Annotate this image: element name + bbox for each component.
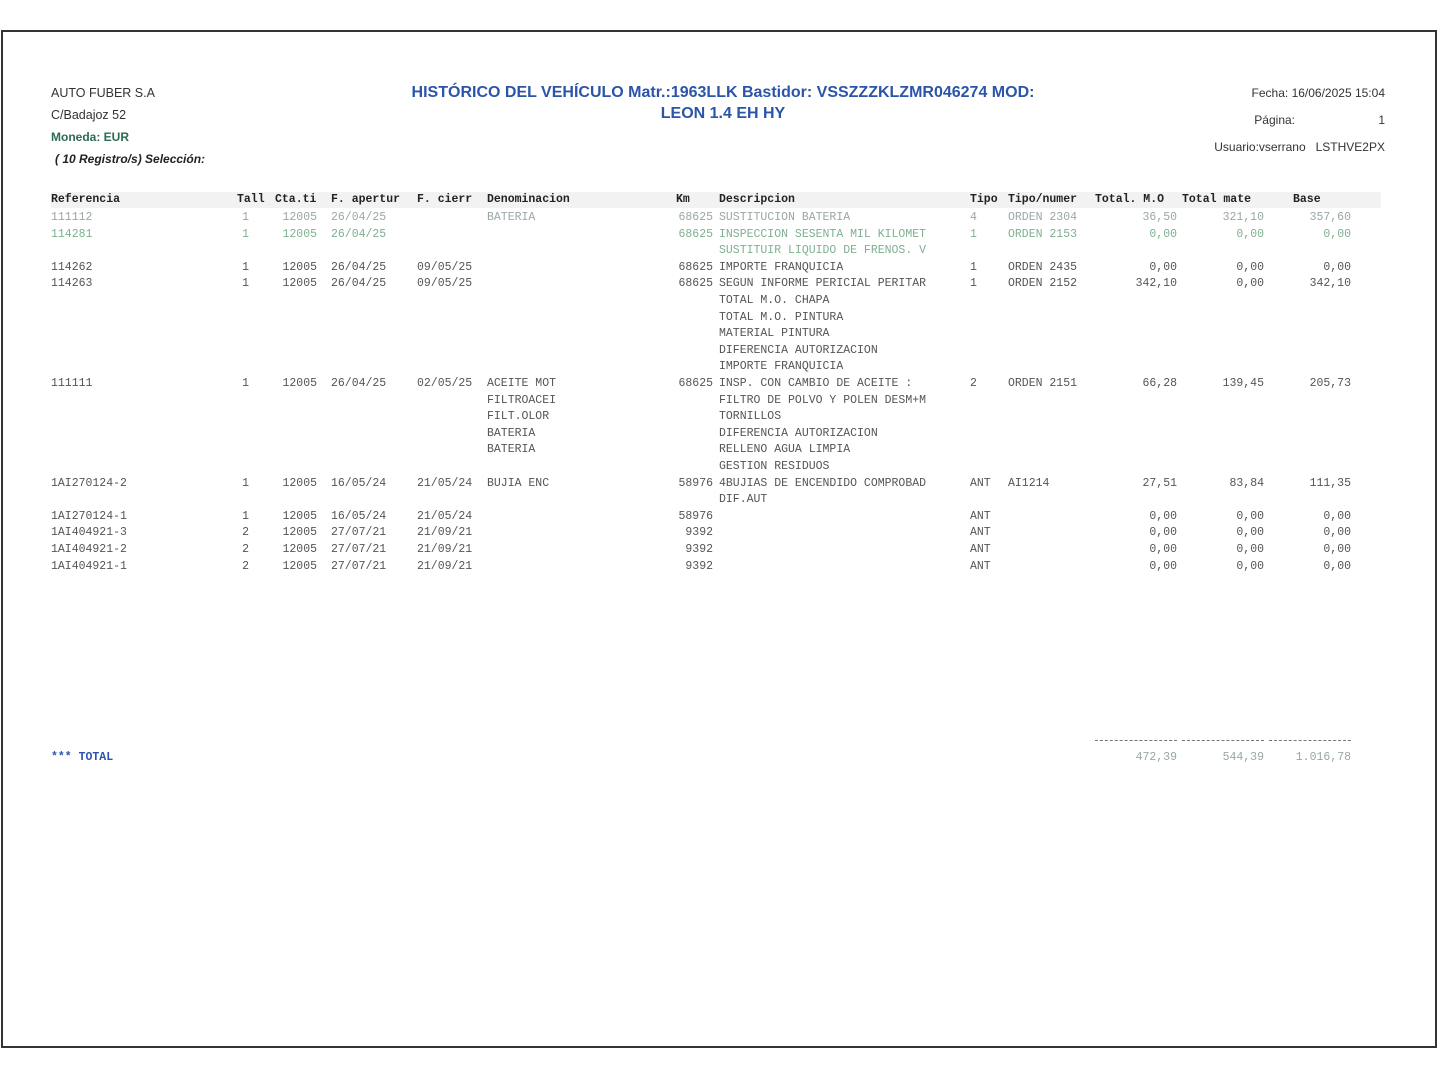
cell-base: 357,60	[1309, 211, 1351, 224]
cell-ci: 09/05/25	[417, 277, 473, 291]
cell-mat: 0,00	[1236, 526, 1264, 540]
cell-base: 111,35	[1309, 476, 1351, 490]
report-meta	[1214, 80, 1385, 161]
cell-desc: DIF.AUT	[719, 493, 768, 507]
cell-mo: 0,00	[1149, 509, 1177, 523]
cell-cta: 12005	[282, 377, 317, 390]
cell-desc: 4BUJIAS DE ENCENDIDO COMPROBAD	[719, 476, 927, 490]
cell-desc: TOTAL M.O. CHAPA	[719, 294, 830, 307]
cell-tall: 1	[242, 211, 249, 224]
cell-tnum: ORDEN 2152	[1008, 277, 1078, 291]
page-number-row	[1214, 107, 1385, 134]
cell-base: 0,00	[1323, 509, 1351, 523]
cell-tall: 2	[242, 543, 249, 556]
cell-desc: TORNILLOS	[719, 410, 782, 424]
cell-tipo: ANT	[970, 509, 991, 523]
cell-ref: 114281	[51, 227, 93, 241]
cell-ap: 16/05/24	[331, 509, 387, 523]
cell-desc: RELLENO AGUA LIMPIA	[719, 443, 851, 457]
cell-ci: 21/09/21	[417, 559, 473, 573]
cell-ref: 1AI404921-3	[51, 526, 127, 540]
cell-tall: 2	[242, 526, 249, 540]
selection-label: ( 10 Registro/s) Selección:	[55, 152, 206, 166]
cell-tall: 1	[242, 476, 249, 490]
cell-den: BATERIA	[487, 426, 536, 440]
cell-tipo: 2	[970, 377, 977, 390]
cell-tnum: ORDEN 2153	[1008, 227, 1078, 241]
company-address: C/Badajoz 52	[51, 108, 127, 122]
cell-cta: 12005	[282, 260, 317, 274]
cell-mat: 83,84	[1229, 476, 1264, 490]
cell-cta: 12005	[282, 476, 317, 490]
cell-mo: 27,51	[1142, 476, 1177, 490]
cell-km: 68625	[678, 260, 713, 274]
cell-ref: 1AI270124-1	[51, 509, 127, 523]
col-denominacion: Denominacion	[487, 193, 570, 206]
cell-ap: 26/04/25	[331, 377, 387, 390]
cell-ap: 16/05/24	[331, 476, 387, 490]
cell-ci: 09/05/25	[417, 260, 473, 274]
cell-desc: GESTION RESIDUOS	[719, 460, 830, 473]
cell-base: 342,10	[1309, 277, 1351, 291]
cell-base: 205,73	[1309, 377, 1351, 390]
cell-desc: DIFERENCIA AUTORIZACION	[719, 426, 878, 440]
cell-ref: 111111	[51, 377, 93, 390]
cell-ref: 114263	[51, 277, 93, 291]
col-cta: Cta.ti	[275, 193, 317, 206]
cell-km: 68625	[678, 277, 713, 291]
cell-tipo: 1	[970, 277, 977, 291]
cell-mat: 0,00	[1236, 509, 1264, 523]
cell-km: 68625	[678, 377, 713, 390]
cell-ap: 27/07/21	[331, 559, 387, 573]
col-total-mat: Total mate	[1182, 193, 1252, 206]
cell-km: 68625	[678, 227, 713, 241]
cell-desc: TOTAL M.O. PINTURA	[719, 310, 844, 324]
total-mo: 472,39	[1135, 751, 1177, 764]
cell-cta: 12005	[282, 277, 317, 291]
cell-mat: 0,00	[1236, 260, 1264, 274]
cell-km: 58976	[678, 509, 713, 523]
table-header	[51, 192, 1381, 208]
cell-tall: 2	[242, 559, 249, 573]
user-row	[1214, 134, 1385, 161]
cell-mat: 0,00	[1236, 543, 1264, 556]
cell-ci: 02/05/25	[417, 377, 473, 390]
cell-desc: IMPORTE FRANQUICIA	[719, 360, 844, 374]
cell-km: 9392	[685, 559, 713, 573]
cell-mo: 0,00	[1149, 526, 1177, 540]
cell-km: 9392	[685, 526, 713, 540]
cell-desc: INSP. CON CAMBIO DE ACEITE :	[719, 377, 913, 390]
cell-desc: MATERIAL PINTURA	[719, 327, 830, 341]
cell-ci: 21/09/21	[417, 543, 473, 556]
cell-cta: 12005	[282, 211, 317, 224]
report-title-line2: LEON 1.4 EH HY	[660, 105, 786, 122]
cell-mo: 0,00	[1149, 260, 1177, 274]
cell-mat: 321,10	[1222, 211, 1264, 224]
report-title	[363, 82, 1083, 124]
cell-km: 68625	[678, 211, 713, 224]
cell-base: 0,00	[1323, 543, 1351, 556]
cell-cta: 12005	[282, 509, 317, 523]
cell-ci: 21/09/21	[417, 526, 473, 540]
cell-mat: 0,00	[1236, 277, 1264, 291]
total-base: 1.016,78	[1295, 751, 1351, 764]
cell-desc: SUSTITUIR LIQUIDO DE FRENOS. V	[719, 244, 927, 258]
cell-ref: 114262	[51, 260, 93, 274]
cell-tipo: 4	[970, 211, 977, 224]
cell-km: 9392	[685, 543, 713, 556]
cell-den: BATERIA	[487, 443, 536, 457]
total-label: *** TOTAL	[51, 751, 114, 764]
report-sheet	[1, 30, 1437, 1048]
cell-den: FILT.OLOR	[487, 410, 550, 424]
cell-ref: 1AI404921-1	[51, 559, 127, 573]
cell-desc: INSPECCION SESENTA MIL KILOMET	[719, 227, 927, 241]
cell-ap: 27/07/21	[331, 526, 387, 540]
cell-den: BUJIA ENC	[487, 476, 550, 490]
cell-ref: 111112	[51, 211, 93, 224]
cell-tnum: AI1214	[1008, 476, 1050, 490]
cell-km: 58976	[678, 476, 713, 490]
cell-mat: 0,00	[1236, 227, 1264, 241]
cell-base: 0,00	[1323, 559, 1351, 573]
cell-tipo: 1	[970, 260, 977, 274]
cell-tnum: ORDEN 2304	[1008, 211, 1078, 224]
cell-ap: 26/04/25	[331, 227, 387, 241]
col-descripcion: Descripcion	[719, 193, 795, 206]
cell-tipo: ANT	[970, 526, 991, 540]
cell-cta: 12005	[282, 526, 317, 540]
cell-ap: 26/04/25	[331, 277, 387, 291]
col-referencia: Referencia	[51, 193, 121, 206]
cell-cta: 12005	[282, 543, 317, 556]
cell-mo: 0,00	[1149, 227, 1177, 241]
cell-mo: 36,50	[1142, 211, 1177, 224]
cell-tall: 1	[242, 509, 249, 523]
cell-ci: 21/05/24	[417, 476, 473, 490]
cell-mo: 342,10	[1135, 277, 1177, 291]
cell-mo: 0,00	[1149, 543, 1177, 556]
report-title-line1: HISTÓRICO DEL VEHÍCULO Matr.:1963LLK Bastidor: VSSZZZKLZMR046274 MOD:	[411, 84, 1035, 101]
cell-ap: 27/07/21	[331, 543, 387, 556]
col-cierre: F. cierr	[417, 193, 473, 206]
cell-tipo: ANT	[970, 559, 991, 573]
cell-ref: 1AI404921-2	[51, 543, 127, 556]
cell-tall: 1	[242, 377, 249, 390]
col-tipo-num: Tipo/numer	[1008, 193, 1078, 206]
cell-den: ACEITE MOT	[487, 377, 557, 390]
total-mat: 544,39	[1222, 751, 1264, 764]
user-label: Usuario:vserrano	[1214, 140, 1306, 154]
cell-tall: 1	[242, 227, 249, 241]
col-tipo: Tipo	[970, 193, 998, 206]
cell-tall: 1	[242, 277, 249, 291]
cell-desc: DIFERENCIA AUTORIZACION	[719, 343, 878, 357]
cell-ap: 26/04/25	[331, 211, 387, 224]
cell-desc: IMPORTE FRANQUICIA	[719, 260, 844, 274]
currency-label: Moneda: EUR	[51, 130, 129, 144]
company-block	[51, 82, 205, 170]
cell-mat: 139,45	[1222, 377, 1264, 390]
cell-base: 0,00	[1323, 227, 1351, 241]
cell-ci: 21/05/24	[417, 509, 473, 523]
cell-desc: SUSTITUCION BATERIA	[719, 211, 851, 224]
page-number: 1	[1378, 113, 1385, 127]
cell-desc: SEGUN INFORME PERICIAL PERITAR	[719, 277, 927, 291]
cell-base: 0,00	[1323, 526, 1351, 540]
cell-ref: 1AI270124-2	[51, 476, 127, 490]
cell-mo: 66,28	[1142, 377, 1177, 390]
col-tall: Tall	[237, 193, 265, 206]
cell-den: FILTROACEI	[487, 393, 557, 407]
company-name: AUTO FUBER S.A	[51, 86, 155, 100]
cell-tnum: ORDEN 2151	[1008, 377, 1078, 390]
cell-mo: 0,00	[1149, 559, 1177, 573]
cell-desc: FILTRO DE POLVO Y POLEN DESM+M	[719, 393, 927, 407]
cell-ap: 26/04/25	[331, 260, 387, 274]
col-total-mo: Total. M.O	[1095, 193, 1165, 206]
col-km: Km	[676, 193, 690, 206]
cell-tall: 1	[242, 260, 249, 274]
cell-mat: 0,00	[1236, 559, 1264, 573]
report-date: Fecha: 16/06/2025 15:04	[1251, 86, 1385, 100]
cell-tipo: ANT	[970, 543, 991, 556]
cell-tnum: ORDEN 2435	[1008, 260, 1078, 274]
cell-cta: 12005	[282, 559, 317, 573]
separator-mat	[1182, 740, 1264, 741]
cell-tipo: ANT	[970, 476, 991, 490]
cell-cta: 12005	[282, 227, 317, 241]
cell-tipo: 1	[970, 227, 977, 241]
page-label: Página:	[1254, 113, 1295, 127]
cell-den: BATERIA	[487, 211, 536, 224]
cell-base: 0,00	[1323, 260, 1351, 274]
col-base: Base	[1293, 193, 1321, 206]
col-apertura: F. apertur	[331, 193, 401, 206]
report-code: LSTHVE2PX	[1315, 140, 1385, 154]
separator-base	[1269, 740, 1351, 741]
separator-mo	[1095, 740, 1177, 741]
